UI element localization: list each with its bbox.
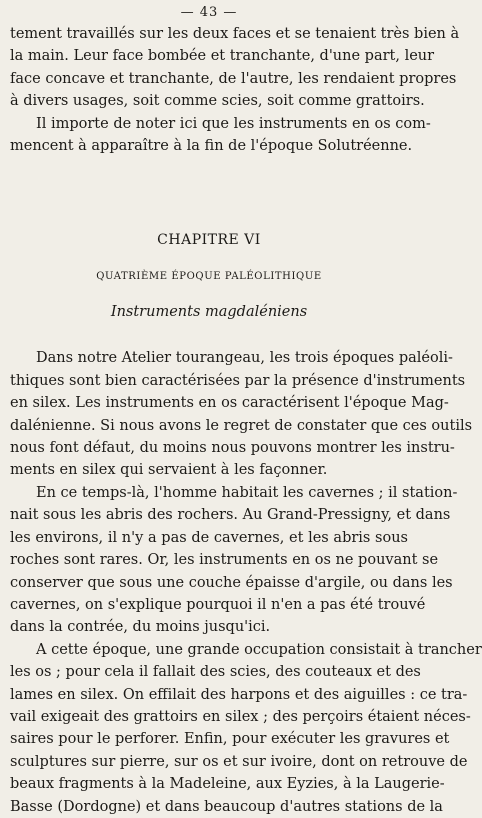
text-line: à divers usages, soit comme scies, soit comme grattoirs. [10, 93, 425, 110]
text-line: Il importe de noter ici que les instruments en os com- [36, 115, 431, 132]
text-line: A cette époque, une grande occupation consistait à trancher [36, 641, 482, 658]
text-line: vail exigeait des grattoirs en silex ; des perçoirs étaient néces- [10, 708, 471, 725]
text-line: tement travaillés sur les deux faces et se tenaient très bien à [10, 26, 460, 42]
text-line: beaux fragments à la Madeleine, aux Eyzies, à la Laugerie- [10, 776, 445, 793]
text-line: saires pour le perforer. Enfin, pour exécuter les gravures et [10, 731, 450, 748]
text-line: nait sous les abris des rochers. Au Grand-Pressigny, et dans [10, 507, 451, 524]
note-paragraph [10, 113, 431, 158]
text-line: thiques sont bien caractérisées par la présence d'instruments [10, 372, 466, 389]
text-line: En ce temps-là, l'homme habitait les cavernes ; il station- [36, 484, 458, 501]
text-line: Dans notre Atelier tourangeau, les trois époques paléoli- [36, 350, 453, 367]
text-line: les os ; pour cela il fallait des scies, des couteaux et des [10, 664, 421, 681]
text-line: face concave et tranchante, de l'autre, les rendaient propres [10, 70, 457, 87]
text-line: cavernes, on s'explique pourquoi il n'en a pas été trouvé [10, 596, 426, 613]
body-paragraph-1 [10, 347, 473, 481]
text-line: nous font défaut, du moins nous pouvons montrer les instru- [10, 440, 455, 457]
text-line: ments en silex qui servaient à les façonner. [10, 462, 328, 479]
chapter-title: CHAPITRE VI [157, 232, 261, 249]
text-line: conserver que sous une couche épaisse d'argile, ou dans les [10, 574, 453, 591]
body-paragraph-2 [10, 482, 458, 639]
text-line: la main. Leur face bombée et tranchante, d'une part, leur [10, 48, 435, 65]
chapter-subtitle: QUATRIÈME ÉPOQUE PALÉOLITHIQUE [96, 271, 322, 283]
text-line: roches sont rares. Or, les instruments en os ne pouvant se [10, 552, 439, 569]
body-paragraph-3 [10, 639, 482, 818]
text-line: en silex. Les instruments en os caractérisent l'époque Mag- [10, 395, 449, 412]
text-line: lames en silex. On effilait des harpons et des aiguilles : ce tra- [10, 686, 468, 703]
text-line: dans la contrée, du moins jusqu'ici. [10, 619, 271, 636]
text-line: sculptures sur pierre, sur os et sur ivoire, dont on retrouve de [10, 753, 468, 770]
page-number: — 43 — [180, 5, 238, 20]
text-line: mencent à apparaître à la fin de l'époque Solutréenne. [10, 138, 413, 155]
text-line: Basse (Dordogne) et dans beaucoup d'autres stations de la [10, 798, 443, 815]
text-line: dalénienne. Si nous avons le regret de constater que ces outils [10, 417, 473, 434]
text-line: les environs, il n'y a pas de cavernes, et les abris sous [10, 529, 408, 546]
top-paragraph [10, 23, 460, 113]
section-title: Instruments magdaléniens [110, 304, 308, 321]
